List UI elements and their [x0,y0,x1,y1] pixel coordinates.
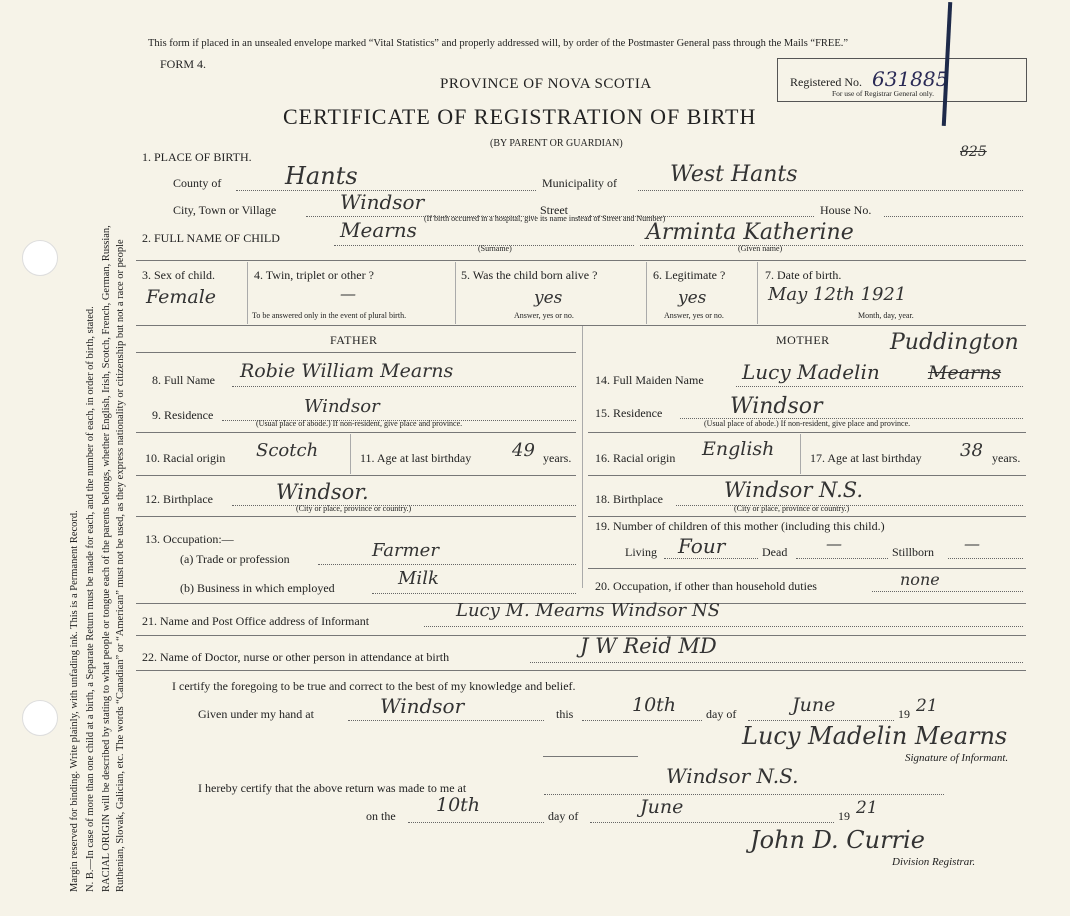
dob-note: Month, day, year. [858,311,914,320]
father-birthplace-note: (City or place, province or country.) [296,504,412,513]
twin-label: 4. Twin, triplet or other ? [254,268,374,282]
alive-label: 5. Was the child born alive ? [461,268,598,282]
mother-name-label: 14. Full Maiden Name [595,373,704,387]
father-racial-value: Scotch [256,440,319,461]
registrar-place-value: Windsor N.S. [666,764,799,788]
legitimate-note: Answer, yes or no. [664,311,724,320]
registrar-statement: I hereby certify that the above return was made to me at [198,781,467,795]
house-number-struck: 825 [960,144,987,160]
mother-stillborn-value: — [964,534,980,553]
father-trade-label: (a) Trade or profession [180,552,290,566]
certify-day-of-label: day of [706,707,737,721]
father-name-label: 8. Full Name [152,373,215,387]
registrar-year-value: 21 [856,798,878,818]
mother-birthplace-value: Windsor N.S. [724,478,864,502]
father-business-label: (b) Business in which employed [180,581,335,595]
registrar-day-value: 10th [436,794,481,816]
place-heading: 1. PLACE OF BIRTH. [142,150,252,164]
father-name-value: Robie William Mearns [240,360,454,382]
mother-dead-value: — [826,534,842,553]
registered-label: Registered No. [790,75,862,89]
twin-note: To be answered only in the event of plural birth. [252,311,407,320]
child-surname: Mearns [340,218,417,242]
sex-value: Female [146,286,217,308]
informant-value: Lucy M. Mearns Windsor NS [456,600,720,621]
mother-residence-label: 15. Residence [595,406,663,420]
mother-occupation-label: 20. Occupation, if other than household duties [595,579,817,593]
father-residence-note: (Usual place of abode.) If non-resident, give place and province. [256,419,463,428]
mother-maiden-insert: Puddington [890,330,1019,355]
dob-value: May 12th 1921 [768,284,907,305]
margin-note-racial: RACIAL ORIGIN will be described by stating to what people or tongue each of the parents belongs, whether English, Irish, Scotch, French, German, Russian, [101,225,112,892]
informant-signature: Lucy Madelin Mearns [742,722,1008,750]
mother-name-value: Lucy Madelin [742,360,880,384]
given-under-label: Given under my hand at [198,707,314,721]
margin-note-racial-2: Ruthenian, Slovak, Galician, etc. The words “Canadian” or “American” must not be used, as they express nationality or citizenship but not a race or people [115,239,126,892]
city-label: City, Town or Village [173,203,277,217]
mother-racial-value: English [702,438,775,460]
registrar-month-value: June [640,796,684,818]
doctor-label: 22. Name of Doctor, nurse or other person in attendance at birth [142,650,450,664]
registrar-general-note: For use of Registrar General only. [832,89,934,98]
doctor-value: J W Reid MD [580,634,717,658]
child-name-label: 2. FULL NAME OF CHILD [142,231,280,245]
mother-stillborn-label: Stillborn [892,545,935,559]
certify-place-value: Windsor [380,694,465,718]
certificate-title: CERTIFICATE OF REGISTRATION OF BIRTH [283,104,757,129]
mother-dead-label: Dead [762,545,788,559]
registrar-signature: John D. Currie [750,826,925,854]
mother-racial-label: 16. Racial origin [595,451,676,465]
county-label: County of [173,176,222,190]
father-racial-label: 10. Racial origin [145,451,226,465]
surname-note: (Surname) [478,244,512,253]
mother-birthplace-note: (City or place, province or country.) [734,504,850,513]
mother-occupation-value: none [900,570,940,589]
registered-number: 631885 [872,67,949,91]
registrar-year-prefix: 19 [838,809,850,823]
province-heading: PROVINCE OF NOVA SCOTIA [440,76,652,92]
certify-year-value: 21 [916,696,938,716]
municipality-value: West Hants [670,162,798,187]
father-age-value: 49 [512,440,535,461]
form-number: FORM 4. [160,57,207,71]
father-birthplace-label: 12. Birthplace [145,492,213,506]
twin-value: — [340,284,356,303]
registrar-on-label: on the [366,809,396,823]
father-residence-label: 9. Residence [152,408,214,422]
certify-year-prefix: 19 [898,707,910,721]
father-years-label: years. [543,451,572,465]
father-trade-value: Farmer [372,540,439,561]
sex-label: 3. Sex of child. [142,268,215,282]
child-given-name: Arminta Katherine [646,220,854,245]
mother-residence-note: (Usual place of abode.) If non-resident, give place and province. [704,419,911,428]
alive-note: Answer, yes or no. [514,311,574,320]
registered-box [777,58,1027,102]
dob-label: 7. Date of birth. [765,268,842,282]
father-birthplace-value: Windsor. [276,480,369,504]
alive-value: yes [534,288,563,308]
father-business-value: Milk [398,568,439,589]
mail-note: This form if placed in an unsealed envelope marked “Vital Statistics” and properly addressed will, by order of the Postmaster General pass through the Mails “FREE.” [148,38,849,49]
given-name-note: (Given name) [738,244,783,253]
legitimate-label: 6. Legitimate ? [653,268,726,282]
certify-this-label: this [556,707,574,721]
mother-heading: MOTHER [776,333,830,347]
mother-name-struck: Mearns [928,362,1002,384]
mother-age-label: 17. Age at last birthday [810,451,922,465]
certificate-subtitle: (BY PARENT OR GUARDIAN) [490,138,623,149]
county-value: Hants [285,162,358,190]
mother-years-label: years. [992,451,1021,465]
hospital-note: (If birth occurred in a hospital, give its name instead of Street and Number) [424,214,666,223]
margin-note-plural: N. B.—In case of more than one child at a birth, a Separate Return must be made for each, and the number of each, in order of birth, stated. [85,306,96,892]
registrar-day-of-label: day of [548,809,579,823]
certify-month-value: June [792,694,836,716]
binding-hole [22,700,58,736]
city-value: Windsor [340,190,425,214]
mother-age-value: 38 [960,440,983,461]
father-heading: FATHER [330,333,378,347]
mother-living-value: Four [678,534,726,558]
municipality-label: Municipality of [542,176,617,190]
house-label: House No. [820,203,872,217]
mother-residence-value: Windsor [730,394,823,419]
certify-day-value: 10th [632,694,677,716]
legitimate-value: yes [678,288,707,308]
father-residence-value: Windsor [304,396,380,417]
mother-living-label: Living [625,545,657,559]
informant-signature-label: Signature of Informant. [905,752,1009,764]
informant-label: 21. Name and Post Office address of Informant [142,614,370,628]
mother-children-label: 19. Number of children of this mother (including this child.) [595,519,885,533]
father-age-label: 11. Age at last birthday [360,451,472,465]
certify-statement: I certify the foregoing to be true and correct to the best of my knowledge and belief. [172,679,576,693]
binding-hole [22,240,58,276]
margin-note-binding: Margin reserved for binding. Write plainly, with unfading ink. This is a Permanent Record. [69,510,80,892]
mother-birthplace-label: 18. Birthplace [595,492,663,506]
registrar-signature-label: Division Registrar. [892,856,976,868]
street-label: Street [540,203,568,217]
father-occupation-label: 13. Occupation:— [145,532,234,546]
